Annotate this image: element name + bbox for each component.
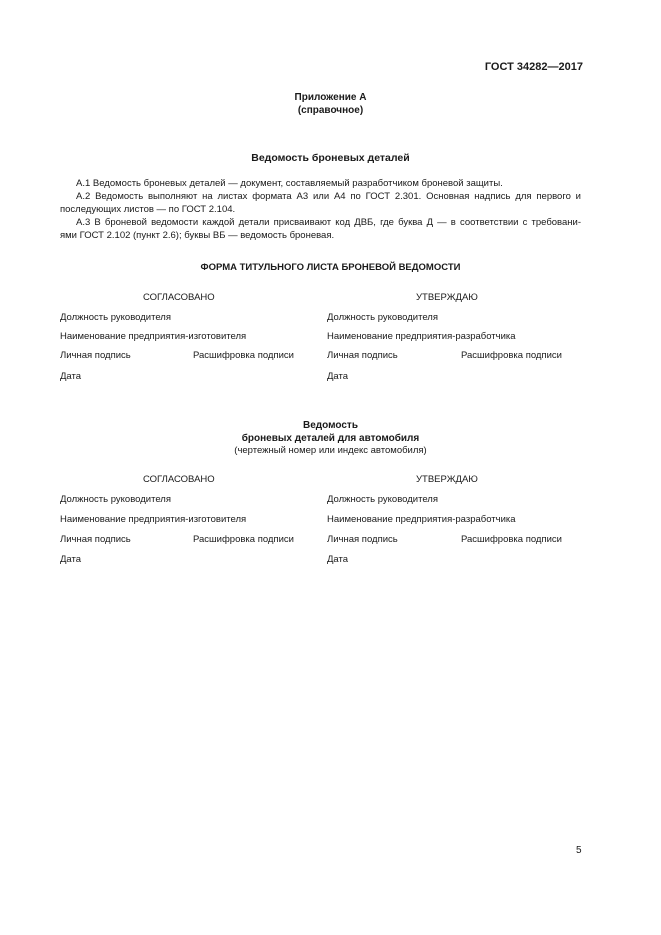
appendix-note: (справочное) (297, 105, 364, 116)
left-date-label: Дата (60, 371, 82, 382)
approve-heading: УТВЕРЖДАЮ (416, 292, 478, 303)
right-position-label-2: Должность руководителя (327, 494, 438, 505)
left-position-label: Должность руководителя (60, 312, 171, 323)
paragraph-line: А.2 Ведомость выполняют на листах формата А3 или А4 по ГОСТ 2.301. Основная надпись для первого и (76, 191, 581, 202)
paragraph-line: А.1 Ведомость броневых деталей — документ, составляемый разработчиком броневой защиты. (76, 178, 503, 189)
paragraph-a3-line1 (60, 216, 581, 229)
standard-number: ГОСТ 34282—2017 (484, 61, 583, 73)
section-title: Ведомость броневых деталей (251, 152, 410, 164)
left-position-label-2: Должность руководителя (60, 494, 171, 505)
section-body (60, 177, 581, 242)
appendix-title: Приложение А (294, 92, 367, 103)
right-signature-label: Личная подпись (327, 350, 398, 361)
right-enterprise-label: Наименование предприятия-разработчика (327, 331, 516, 342)
paragraph-a2-line2 (60, 203, 581, 216)
right-date-label: Дата (327, 371, 349, 382)
left-enterprise-label-2: Наименование предприятия-изготовителя (60, 514, 247, 525)
left-enterprise-label: Наименование предприятия-изготовителя (60, 331, 247, 342)
right-position-label: Должность руководителя (327, 312, 438, 323)
paragraph-line: последующих листов — по ГОСТ 2.104. (60, 204, 236, 215)
left-date-label-2: Дата (60, 554, 82, 565)
paragraph-line: ями ГОСТ 2.102 (пункт 2.6); буквы ВБ — ведомость броневая. (60, 230, 335, 241)
left-decoding-label-2: Расшифровка подписи (193, 534, 294, 545)
left-signature-label: Личная подпись (60, 350, 131, 361)
page-number: 5 (576, 845, 582, 856)
agreed-heading-2: СОГЛАСОВАНО (143, 474, 215, 485)
statement-title: Ведомость (303, 420, 358, 431)
right-enterprise-label-2: Наименование предприятия-разработчика (327, 514, 516, 525)
left-decoding-label: Расшифровка подписи (193, 350, 294, 361)
paragraph-a1 (60, 177, 581, 190)
form-title: ФОРМА ТИТУЛЬНОГО ЛИСТА БРОНЕВОЙ ВЕДОМОСТИ (200, 262, 461, 273)
approve-heading-2: УТВЕРЖДАЮ (416, 474, 478, 485)
agreed-heading: СОГЛАСОВАНО (143, 292, 215, 303)
right-decoding-label-2: Расшифровка подписи (461, 534, 562, 545)
right-signature-label-2: Личная подпись (327, 534, 398, 545)
paragraph-a2-line1 (60, 190, 581, 203)
paragraph-line: А.3 В броневой ведомости каждой детали присваивают код ДВБ, где буква Д — в соответствии с требовани- (76, 217, 581, 228)
left-signature-label-2: Личная подпись (60, 534, 131, 545)
paragraph-a3-line2 (60, 229, 581, 242)
right-decoding-label: Расшифровка подписи (461, 350, 562, 361)
statement-subtitle: броневых деталей для автомобиля (241, 433, 420, 444)
right-date-label-2: Дата (327, 554, 349, 565)
statement-hint: (чертежный номер или индекс автомобиля) (234, 445, 427, 456)
